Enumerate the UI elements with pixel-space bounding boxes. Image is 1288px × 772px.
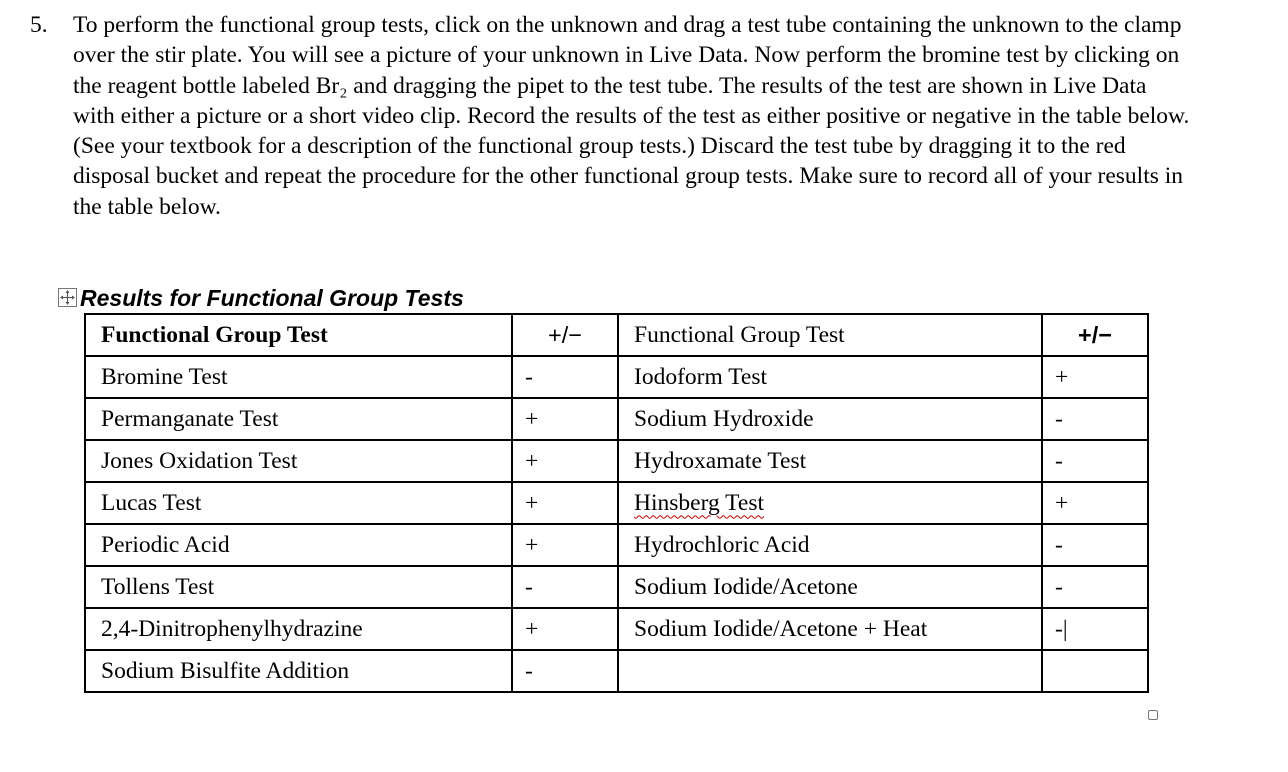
result-cell[interactable]: + bbox=[512, 482, 618, 524]
table-row bbox=[85, 650, 1148, 692]
result-cell[interactable]: - bbox=[1042, 524, 1148, 566]
result-cell[interactable]: + bbox=[1042, 356, 1148, 398]
result-cell[interactable]: + bbox=[512, 608, 618, 650]
table-header-row bbox=[85, 314, 1148, 356]
question-number: 5. bbox=[30, 12, 48, 38]
result-cell[interactable]: - bbox=[512, 650, 618, 692]
result-cell[interactable]: -| bbox=[1042, 608, 1148, 650]
test-name-cell[interactable]: Bromine Test bbox=[85, 356, 512, 398]
test-name-cell[interactable] bbox=[618, 482, 1042, 524]
table-row bbox=[85, 440, 1148, 482]
table-row bbox=[85, 398, 1148, 440]
test-name-cell[interactable]: Sodium Iodide/Acetone + Heat bbox=[618, 608, 1042, 650]
test-name-cell[interactable]: Lucas Test bbox=[85, 482, 512, 524]
result-cell[interactable]: + bbox=[512, 398, 618, 440]
table-row bbox=[85, 524, 1148, 566]
test-name-cell[interactable]: Iodoform Test bbox=[618, 356, 1042, 398]
result-cell[interactable]: + bbox=[512, 440, 618, 482]
results-table bbox=[84, 313, 1149, 693]
header-result-left: +/− bbox=[512, 314, 618, 356]
result-cell[interactable]: - bbox=[512, 356, 618, 398]
question-5 bbox=[30, 10, 1190, 222]
result-cell[interactable]: - bbox=[512, 566, 618, 608]
result-cell[interactable]: + bbox=[512, 524, 618, 566]
result-cell[interactable] bbox=[1042, 650, 1148, 692]
result-cell[interactable]: - bbox=[1042, 566, 1148, 608]
result-cell[interactable]: - bbox=[1042, 398, 1148, 440]
test-name-cell[interactable]: Jones Oxidation Test bbox=[85, 440, 512, 482]
test-name-cell[interactable]: Tollens Test bbox=[85, 566, 512, 608]
question-text: To perform the functional group tests, click on the unknown and drag a test tube containing the unknown to the clamp over the stir plate. You will see a picture of your unknown in Live Data. Now perform the bromine test by clicking on the reagent bottle labeled Br₂ and dragging the pipet to the test tube. The results of the test are shown in Live Data with either a picture or a short video clip. Record the results of the test as either positive or negative in the table below. (See your textbook for a description of the functional group tests.) Discard the test tube by dragging it to the red disposal bucket and repeat the procedure for the other functional group tests. Make sure to record all of your results in the table below. bbox=[73, 12, 1190, 220]
result-cell[interactable]: + bbox=[1042, 482, 1148, 524]
test-name-cell[interactable]: Permanganate Test bbox=[85, 398, 512, 440]
test-name-cell[interactable]: Sodium Hydroxide bbox=[618, 398, 1042, 440]
test-name-cell[interactable]: Hydrochloric Acid bbox=[618, 524, 1042, 566]
header-functional-group-test-right: Functional Group Test bbox=[618, 314, 1042, 356]
test-name-cell[interactable]: 2,4-Dinitrophenylhydrazine bbox=[85, 608, 512, 650]
table-resize-handle-icon[interactable] bbox=[1148, 710, 1158, 720]
spellcheck-flagged-text: Hinsberg Test bbox=[634, 489, 764, 516]
table-move-handle-icon[interactable] bbox=[58, 288, 77, 307]
table-row bbox=[85, 608, 1148, 650]
table-caption: Results for Functional Group Tests bbox=[80, 285, 464, 311]
table-row bbox=[85, 356, 1148, 398]
table-row bbox=[85, 566, 1148, 608]
test-name-cell[interactable]: Sodium Iodide/Acetone bbox=[618, 566, 1042, 608]
header-functional-group-test-left: Functional Group Test bbox=[85, 314, 512, 356]
table-row bbox=[85, 482, 1148, 524]
header-result-right: +/− bbox=[1042, 314, 1148, 356]
result-cell[interactable]: - bbox=[1042, 440, 1148, 482]
test-name-cell[interactable]: Sodium Bisulfite Addition bbox=[85, 650, 512, 692]
test-name-cell[interactable]: Hydroxamate Test bbox=[618, 440, 1042, 482]
test-name-cell[interactable]: Periodic Acid bbox=[85, 524, 512, 566]
test-name-cell[interactable] bbox=[618, 650, 1042, 692]
